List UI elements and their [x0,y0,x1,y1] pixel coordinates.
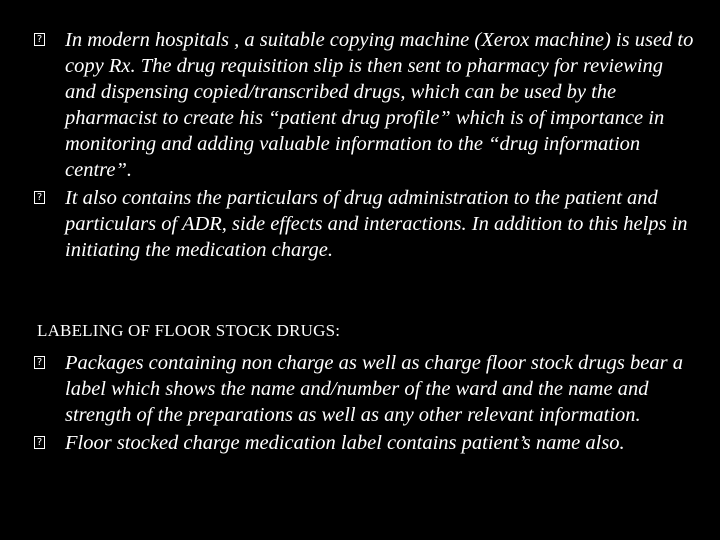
bullet-text: Packages containing non charge as well as charge floor stock drugs bear a label which shows the name and/number of the ward and the name and strength of the preparations as well as any other relevant information. [65,352,683,426]
bullet-box-icon: ? [34,33,45,46]
bullet-text: In modern hospitals , a suitable copying machine (Xerox machine) is used to copy Rx. The drug requisition slip is then sent to pharmacy for reviewing and dispensing copied/transcribed drugs, which can be used by the pharmacist to create his “patient drug profile” which is of importance in monitoring and adding valuable information to the “drug information centre”. [65,29,694,181]
bullet-item [34,350,694,428]
bullet-box-icon: ? [34,436,45,449]
bullet-item [34,185,694,263]
top-bullet-list [34,27,694,263]
section-heading: LABELING OF FLOOR STOCK DRUGS: [37,321,341,340]
bullet-text: It also contains the particulars of drug administration to the patient and particulars of ADR, side effects and interactions. In addition to this helps in initiating the medication charge. [65,187,688,261]
bottom-bullet-list [34,350,694,456]
bullet-item [34,430,694,456]
bullet-box-icon: ? [34,356,45,369]
bullet-text: Floor stocked charge medication label contains patient’s name also. [65,432,625,454]
bullet-box-icon: ? [34,191,45,204]
bullet-item [34,27,694,183]
